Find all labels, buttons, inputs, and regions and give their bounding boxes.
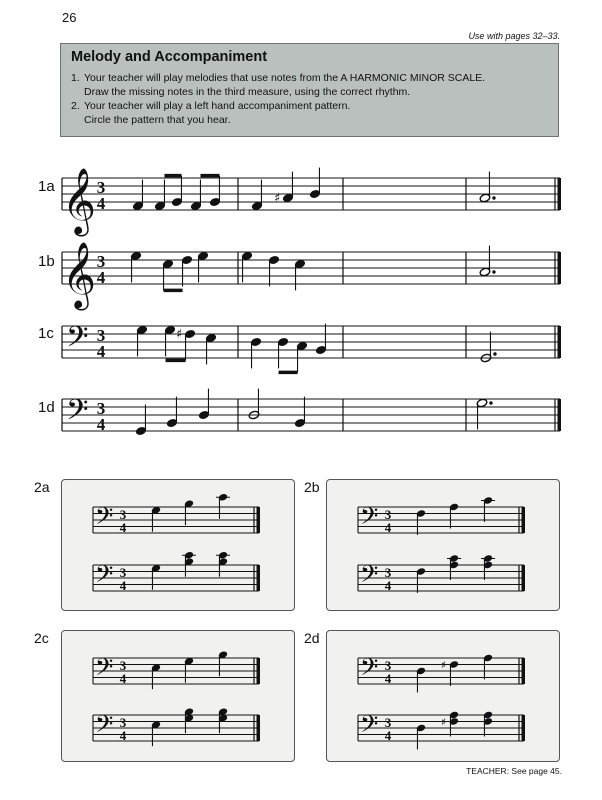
sharp-icon: ♯	[274, 191, 281, 206]
augmentation-dot	[492, 270, 495, 273]
use-with-note: Use with pages 32–33.	[468, 31, 560, 41]
bass-clef-icon: 𝄢	[360, 501, 379, 536]
sharp-icon: ♯	[440, 659, 447, 672]
time-signature-top: 3	[384, 565, 392, 580]
melody-label-1d: 1d	[38, 399, 55, 416]
bass-clef-icon: 𝄢	[360, 709, 379, 744]
time-signature-bottom: 4	[96, 342, 106, 361]
sharp-icon: ♯	[440, 716, 447, 729]
time-signature-bottom: 4	[119, 520, 127, 535]
time-signature-top: 3	[119, 565, 127, 580]
time-signature-top: 3	[119, 715, 127, 730]
instruction-text: Your teacher will play a left hand accompaniment pattern. Circle the pattern that you hear.	[84, 100, 351, 126]
final-barline	[257, 715, 261, 741]
time-signature-top: 3	[96, 326, 106, 345]
time-signature-top: 3	[119, 507, 127, 522]
bass-clef-icon: 𝄢	[95, 559, 114, 594]
melody-label-1c: 1c	[38, 325, 54, 342]
final-barline	[558, 178, 562, 210]
page-number: 26	[62, 10, 77, 25]
final-barline	[522, 507, 526, 533]
augmentation-dot	[492, 196, 495, 199]
instruction-number: 2.	[71, 100, 80, 112]
bass-clef-icon: 𝄢	[95, 501, 114, 536]
augmentation-dot	[489, 401, 492, 404]
time-signature-bottom: 4	[119, 578, 127, 593]
final-barline	[522, 565, 526, 591]
time-signature-bottom: 4	[96, 415, 106, 434]
final-barline	[257, 507, 261, 533]
time-signature-top: 3	[119, 658, 127, 673]
augmentation-dot	[493, 352, 496, 355]
instructions-title: Melody and Accompaniment	[71, 49, 268, 65]
final-barline	[522, 715, 526, 741]
time-signature-bottom: 4	[96, 194, 106, 213]
time-signature-top: 3	[96, 252, 106, 271]
time-signature-bottom: 4	[384, 728, 392, 743]
sharp-icon: ♯	[176, 327, 183, 342]
time-signature-top: 3	[96, 399, 106, 418]
accompaniment-label-2a: 2a	[34, 479, 50, 495]
final-barline	[257, 658, 261, 684]
bass-clef-icon: 𝄢	[66, 393, 89, 434]
bass-clef-icon: 𝄢	[95, 709, 114, 744]
bass-clef-icon: 𝄢	[95, 652, 114, 687]
time-signature-top: 3	[384, 658, 392, 673]
accompaniment-label-2b: 2b	[304, 479, 320, 495]
melody-label-1b: 1b	[38, 253, 55, 270]
teacher-note: TEACHER: See page 45.	[466, 766, 562, 776]
bass-clef-icon: 𝄢	[66, 320, 89, 361]
bass-clef-icon: 𝄢	[360, 652, 379, 687]
time-signature-bottom: 4	[384, 578, 392, 593]
melody-label-1a: 1a	[38, 178, 55, 195]
time-signature-bottom: 4	[384, 671, 392, 686]
accompaniment-label-2d: 2d	[304, 630, 320, 646]
treble-clef-icon: 𝄞	[62, 241, 97, 308]
time-signature-top: 3	[384, 507, 392, 522]
time-signature-top: 3	[96, 178, 106, 197]
final-barline	[257, 565, 261, 591]
accompaniment-label-2c: 2c	[34, 630, 49, 646]
instruction-text: Your teacher will play melodies that use notes from the A HARMONIC MINOR SCALE. Draw the missing notes in the third measure, using the correct rhythm.	[84, 72, 486, 98]
final-barline	[558, 399, 562, 431]
instruction-number: 1.	[71, 72, 80, 84]
time-signature-bottom: 4	[119, 671, 127, 686]
final-barline	[558, 326, 562, 358]
treble-clef-icon: 𝄞	[62, 167, 97, 234]
bass-clef-icon: 𝄢	[360, 559, 379, 594]
time-signature-bottom: 4	[96, 268, 106, 287]
final-barline	[522, 658, 526, 684]
time-signature-bottom: 4	[384, 520, 392, 535]
time-signature-bottom: 4	[119, 728, 127, 743]
final-barline	[558, 252, 562, 284]
time-signature-top: 3	[384, 715, 392, 730]
